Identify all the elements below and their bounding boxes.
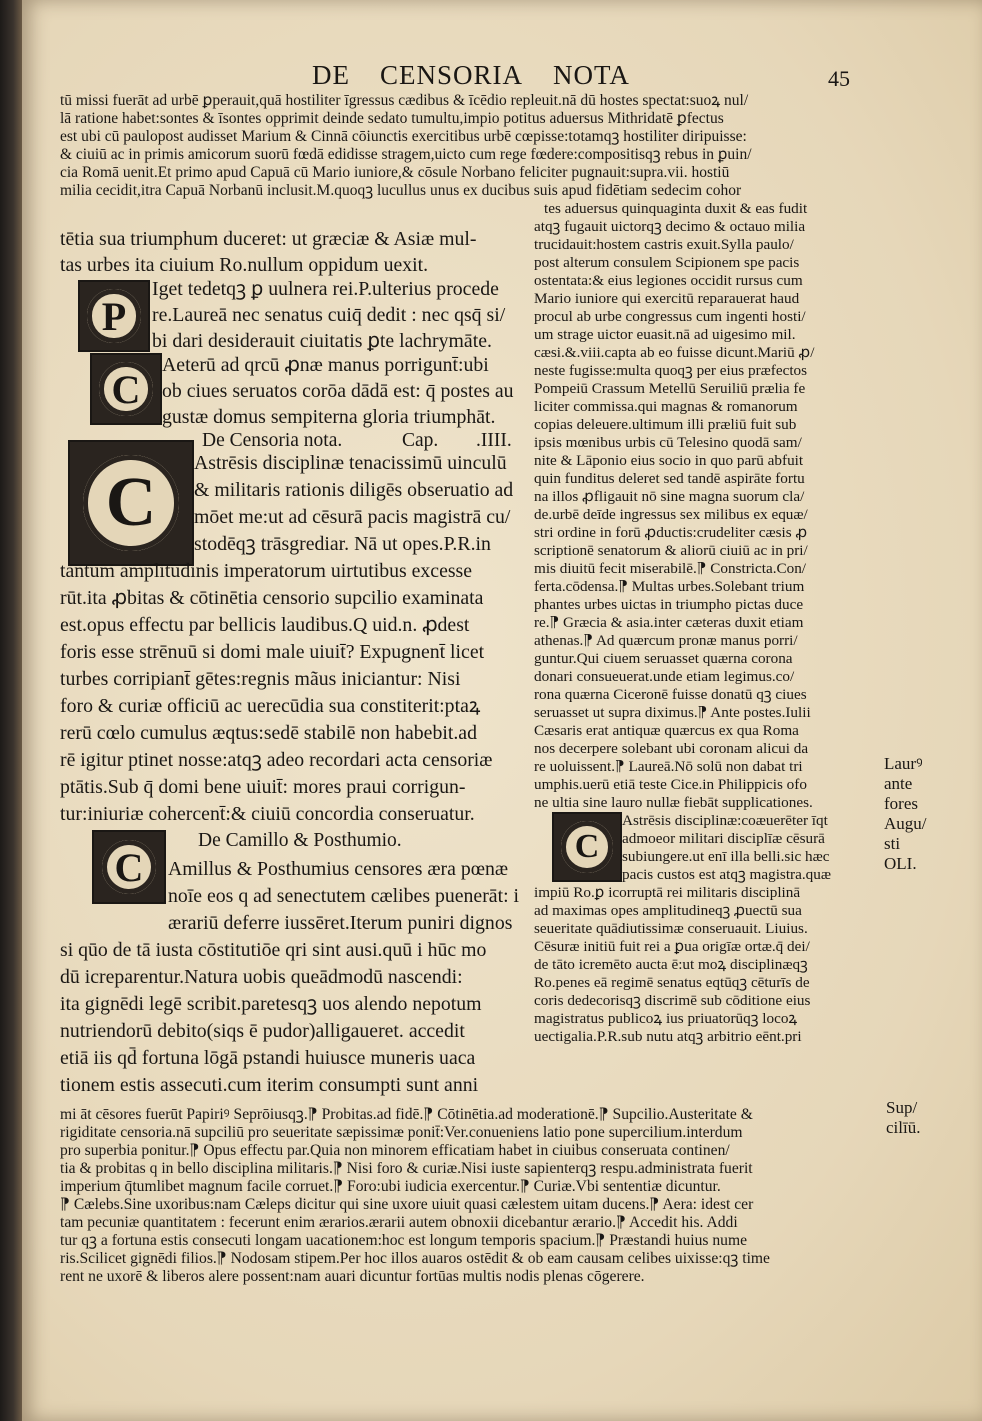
chapter-cap: Cap. <box>402 430 439 451</box>
main-text-line: Astrēsis disciplinæ tenacissimū uinculū <box>194 452 507 474</box>
header-word-censoria: CENSORIA <box>380 60 524 90</box>
commentary-line: phantes urbes uictas in triumpho pictas duce <box>534 596 804 613</box>
header-word-nota: NOTA <box>553 60 630 90</box>
main-text-line: ob ciues seruatos corōa dādā est: q̄ postes au <box>162 380 514 402</box>
main-text-line: Aeterū ad qrcū ꝓnæ manus porrigunt̄:ubi <box>162 354 489 376</box>
main-text-line: tur:iniuriæ cohercent̄:& ciuiū concordia conseruatur. <box>60 803 475 825</box>
initial-letter: P <box>87 289 140 342</box>
commentary-line: pro superbia ponitur.⁋ Opus effectu par.Quia non minorem efficatiam habet in ciuibus conseruata continen/ <box>60 1142 730 1159</box>
main-text-line: foris esse strēnuū si domi male uiuit̄? Expugnent̄ licet <box>60 641 485 663</box>
main-text-line: Iget tedetqꝫ ꝑ uulnera rei.P.ulterius procede <box>152 278 499 300</box>
initial-letter: C <box>83 455 178 550</box>
main-text-line: stodēqꝫ trāsgrediar. Nā ut opes.P.R.in <box>194 533 491 555</box>
main-text-line: noīe eos q ad senectutem cælibes puenerāt: i <box>168 885 520 907</box>
commentary-line: magistratus publicoꝝ ius priuatorūqꝫ locoꝝ <box>534 1010 798 1027</box>
chapter-number: .IIII. <box>476 430 512 451</box>
commentary-line: subiungere.ut enī illa belli.sic hæc <box>622 848 830 865</box>
main-text-line: tas urbes ita ciuium Ro.nullum oppidum uexit. <box>60 254 429 276</box>
commentary-line: est ubi cū paulopost audisset Marium & Cinnā cōiunctis exercitibus urbē cœpisse:totamqꝫ hostiliter diripuisse: <box>60 128 747 145</box>
commentary-line: rigiditate censoria.nā supciliū pro seueritate sæpissimæ ponit̄:Ver.conueniens latio pone supercilium.interdum <box>60 1124 743 1141</box>
book-page <box>22 0 982 1421</box>
main-text-line: mōet me:ut ad cēsurā pacis magistrā cu/ <box>194 506 511 528</box>
commentary-line: uectigalia.P.R.sub nutu atqꝫ arbitrio eēnt.pri <box>534 1028 802 1045</box>
commentary-line: ris.Scilicet gignēdi filios.⁋ Nodosam stipem.Per hoc illos auaros ostēdit & ob eam causam celibes uixisse:qꝫ time <box>60 1250 770 1267</box>
commentary-line: ⁋ Cælebs.Sine uxoribus:nam Cæleps dicitur qui sine uxore uiuit quasi cælestem uitam ducens.⁋ Aera: idest cer <box>60 1196 754 1213</box>
commentary-line: liciter commissa.qui magnas & romanorum <box>534 398 798 415</box>
main-text-line: ptātis.Sub q̄ domi bene uiuit̄: mores praui corrigun- <box>60 776 466 798</box>
commentary-line: athenas.⁋ Ad quærcum pronæ manus porri/ <box>534 632 798 649</box>
main-text-line: turbes corripiant̄ gētes:regnis mãus iniciantur: Nisi <box>60 668 461 690</box>
main-text-line: rē igitur ptinet nosse:atqꝫ adeo recordari acta censoriæ <box>60 749 493 771</box>
commentary-line: mi āt cēsores fuerūt Papiriꝰ Seprōiusqꝫ.⁋ Probitas.ad fidē.⁋ Cōtinētia.ad moderationē.⁋ Supcilio.Austeritate & <box>60 1106 753 1123</box>
commentary-line: cæsi.&.viii.capta ab eo fuisse dicunt.Mariū ꝓ/ <box>534 344 815 361</box>
commentary-line: Ro.penes eā regimē senatus eqtūqꝫ cēturīs de <box>534 974 810 991</box>
header-word-de: DE <box>312 60 350 90</box>
commentary-line: nos decerpere solebant ubi coronam alicui da <box>534 740 809 757</box>
commentary-line: imperium q̄tumlibet magnum facile corruet.⁋ Foro:ubi iudicia exercentur.⁋ Curiæ.Vbi sententiæ dicuntur. <box>60 1178 721 1195</box>
main-text-line: rerū cœlo cumulus æqtus:sedē stabilē non habebit.ad <box>60 722 477 744</box>
commentary-line: ipsis mœnibus urbis cū Telesino quodā sam/ <box>534 434 802 451</box>
commentary-line: ne ultia sine lauro nullæ fiebāt supplicationes. <box>534 794 813 811</box>
main-text-line: bi dari desiderauit ciuitatis ꝑte lachrymāte. <box>152 330 492 352</box>
commentary-line: neste fugisse:multa quoqꝫ per eius præfectos <box>534 362 808 379</box>
commentary-line: Mario iuniore qui exercitū reparauerat haud <box>534 290 800 307</box>
commentary-line: de.urbē deīde ingressus sex milibus ex equæ/ <box>534 506 808 523</box>
commentary-line: re.⁋ Græcia & asia.inter cæteras duxit etiam <box>534 614 804 631</box>
commentary-line: atqꝫ fugauit uictorqꝫ decimo & octauo milia <box>534 218 806 235</box>
main-text-line: tantum amplitudinis imperatorum uirtutibus excesse <box>60 560 473 582</box>
commentary-line: Pompeiū Crassum Metellū Seruiliū prælia fe <box>534 380 806 397</box>
main-text-line: rūt.ita ꝓbitas & cōtinētia censorio supcilio examinata <box>60 587 484 609</box>
commentary-line: post alterum consulem Scipionem spe pacis <box>534 254 800 271</box>
decorated-initial-c-large <box>68 440 194 566</box>
running-header <box>312 60 852 90</box>
commentary-line: de tāto icremēto aucta ē:ut moꝝ disciplinæqꝫ <box>534 956 808 973</box>
commentary-line: na illos ꝓfligauit nō sine magna suorum cla/ <box>534 488 805 505</box>
commentary-line: tam pecuniæ quantitatem : fecerunt enim ærarios.ærarii autem obnoxii dicebantur ærario.⁋ Accedit his. Addi <box>60 1214 738 1231</box>
main-text-line: gustæ domus sempiterna gloria triumphāt. <box>162 406 496 428</box>
main-text-line: tētia sua triumphum duceret: ut græciæ & Asiæ mul- <box>60 228 477 250</box>
commentary-line: Cēsuræ initiū fuit rei a ꝑua origīæ ortæ.q̄ dei/ <box>534 938 810 955</box>
decorated-initial-c <box>92 830 166 904</box>
commentary-line: mis diuitū fecit miserabilē.⁋ Constricta.Con/ <box>534 560 807 577</box>
commentary-line: rent ne uxorē & liberos alere possent:nam auari dicuntur fortūas multis nodis plenas cōgerere. <box>60 1268 645 1285</box>
commentary-line: Cæsaris erat antiquæ quærcus ex qua Roma <box>534 722 799 739</box>
main-text-line: re.Laureā nec senatus cuiq̄ dedit : nec qsq̄ si/ <box>152 304 506 326</box>
commentary-line: ferta.cōdensa.⁋ Multas urbes.Solebant trium <box>534 578 805 595</box>
main-text-line: si qūo de tā iusta cōstitutiōe qri sint ausi.quū i hūc mo <box>60 939 487 961</box>
commentary-line: quin funditus deleret sed tandē aspirāte fortu <box>534 470 805 487</box>
main-text-line: dū icreparentur.Natura uobis queādmodū nascendi: <box>60 966 463 988</box>
commentary-line: admoeor militari disciplīæ cēsurā <box>622 830 825 847</box>
folio-number: 45 <box>828 66 850 91</box>
commentary-line: Astrēsis disciplinæ:coæuerēter īqt <box>622 812 828 829</box>
main-text-line: Amillus & Posthumius censores æra pœnæ <box>168 858 509 880</box>
commentary-line: seueritate quādiutissimæ conseruauit. Liuius. <box>534 920 808 937</box>
commentary-line: seruasset ut supra diximus.⁋ Ante postes.Iulii <box>534 704 811 721</box>
commentary-line: donari consueuerat.unde etiam legimus.co/ <box>534 668 795 685</box>
commentary-line: & ciuiū ac in primis amicorum suorū fœdā edidisse stragem,uicto cum rege fœdere:compositisqꝫ rebus in ꝑuin/ <box>60 146 752 163</box>
main-text-line: etiā iis qd̄ fortuna lōgā pstandi huiusce muneris uaca <box>60 1047 476 1069</box>
commentary-line: trucidauit:hostem castris exuit.Sylla paulo/ <box>534 236 794 253</box>
section-title: De Camillo & Posthumio. <box>198 830 402 851</box>
commentary-line: tes aduersus quinquaginta duxit & eas fudit <box>544 200 808 217</box>
main-text-line: nutriendorū debito(siqs ē pudor)alligaueret. accedit <box>60 1020 465 1042</box>
commentary-line: ad maximas opes amplitudineqꝫ ꝓuectū sua <box>534 902 802 919</box>
commentary-line: rona quærna Ciceronē fuisse donatū qꝫ ciues <box>534 686 807 703</box>
chapter-title: De Censoria nota. <box>202 430 343 451</box>
book-gutter <box>0 0 22 1421</box>
commentary-line: um strage uictor euasit.nā ad uigesimo mil. <box>534 326 796 343</box>
decorated-initial-p <box>78 280 150 352</box>
commentary-line: ostentata:& eius legiones occidit rursus cum <box>534 272 803 289</box>
commentary-line: procul ab urbe congressus cum ingenti hosti/ <box>534 308 806 325</box>
main-text-line: est.opus effectu par bellicis laudibus.Q uid.n. ꝓdest <box>60 614 470 636</box>
marginal-note-laurus: Laurꝰ ante fores Augu/ sti OLI. <box>884 754 927 873</box>
marginal-note-supercilium: Sup/ cilīū. <box>886 1098 921 1137</box>
initial-letter: C <box>561 821 612 872</box>
commentary-line: milia cecidit,itra Capuā Norbanū inclusit.M.quoqꝫ lucullus unus ex ducibus suis apud fidētiam sedecim cohor <box>60 182 742 199</box>
commentary-line: lā ratione habet:sontes & īsontes opprimit deinde sedato tumultu,impio potitus aduersus Mithridatē ꝑfectus <box>60 110 724 127</box>
commentary-line: pacis custos est atqꝫ magistra.quæ <box>622 866 831 883</box>
commentary-line: tia & probitas q in bello disciplina militaris.⁋ Nisi foro & curiæ.Nisi iuste sapienterqꝫ respu.administrata fuerit <box>60 1160 753 1177</box>
decorated-initial-c <box>552 812 622 882</box>
commentary-line: cia Romā uenit.Et primo apud Capuā cū Mario iuniore,& cōsule Norbano feliciter pugnauit:supra.vii. hostiū <box>60 164 730 181</box>
main-text-line: & militaris rationis diligēs obseruatio ad <box>194 479 514 501</box>
commentary-line: scriptionē senatorum & aliorū ciuiū ac in pri/ <box>534 542 808 559</box>
commentary-line: re uoluissent.⁋ Laureā.Nō solū non dabat tri <box>534 758 803 775</box>
decorated-initial-c <box>90 353 162 425</box>
commentary-line: tū missi fuerāt ad urbē ꝑperauit,quā hostiliter īgressus cædibus & īcēdio repleuit.nā dū hostes spectat:suoꝝ nul/ <box>60 92 749 109</box>
commentary-line: umphis.uerū etiā teste Cice.in Philippicis ofo <box>534 776 807 793</box>
main-text-line: ita gignēdi legē scribit.paretesqꝫ uos alendo nepotum <box>60 993 482 1015</box>
initial-letter: C <box>102 840 157 895</box>
commentary-line: guntur.Qui ciuem seruasset quærna corona <box>534 650 793 667</box>
commentary-line: impiū Ro.ꝑ icorruptā rei militaris disciplinā <box>534 884 801 901</box>
main-text-line: tionem estis assecuti.cum iterim consumpti sunt anni <box>60 1074 479 1096</box>
commentary-line: copias deleuere.ultimum illi præliū fuit sub <box>534 416 797 433</box>
commentary-line: nite & Lāponio eius socio in quo parū abfuit <box>534 452 804 469</box>
commentary-line: stri ordine in forū ꝓductis:crudeliter cæsis ꝓ <box>534 524 808 541</box>
commentary-line: coris dedecorisqꝫ discrimē sub cōditione eius <box>534 992 811 1009</box>
main-text-line: foro & curiæ officiū ac uerecūdia sua constiterit:ptaꝝ <box>60 695 481 717</box>
commentary-line: tur qꝫ a fortuna estis consecuti longam uacationem:hoc est longum temporis spacium.⁋ Præstandi huius nume <box>60 1232 747 1249</box>
initial-letter: C <box>99 362 152 415</box>
main-text-line: ærariū deferre iussēret.Iterum puniri dignos <box>168 912 513 934</box>
